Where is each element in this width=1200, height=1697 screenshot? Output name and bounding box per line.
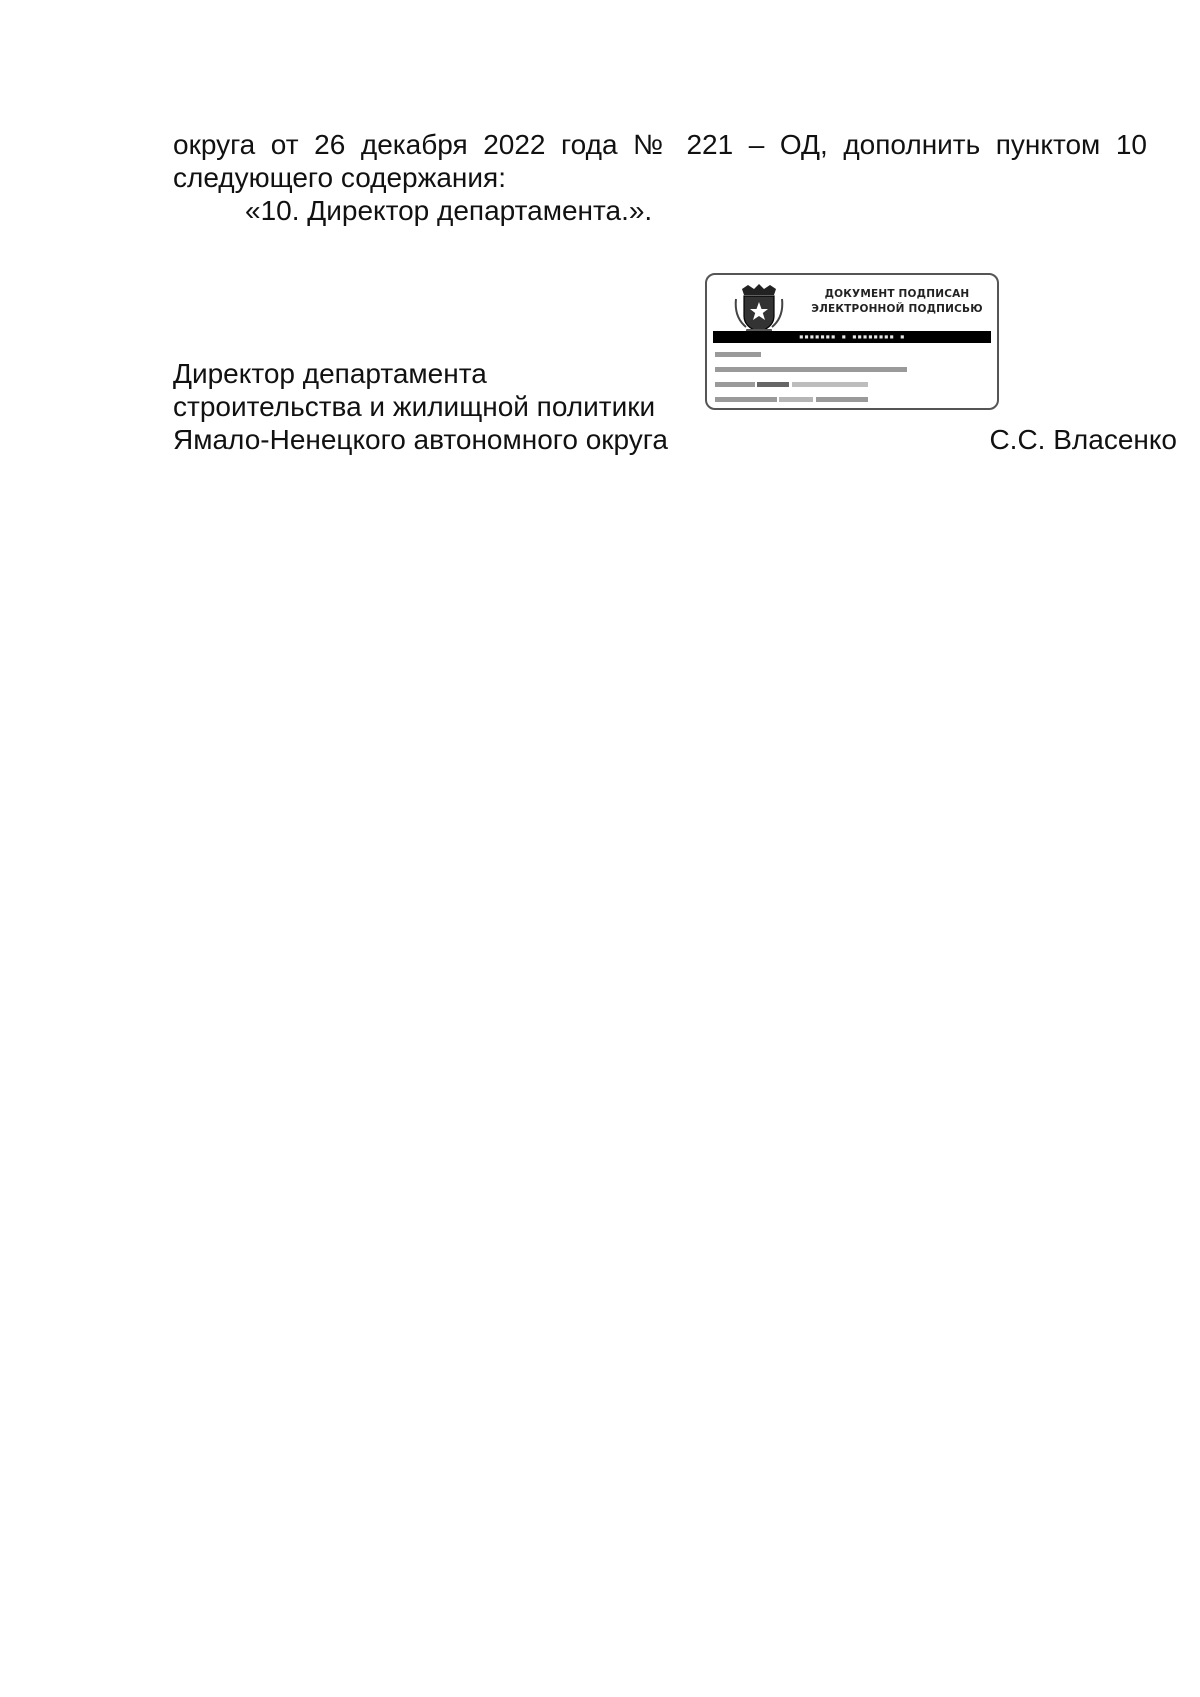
signatory-name: С.С. Власенко [989,424,1177,455]
stamp-certificate-bar: ▪▪▪▪▪▪▪ ▪ ▪▪▪▪▪▪▪▪ ▪ [713,331,991,343]
stamp-owner [715,379,868,389]
position-line-2: строительства и жилищной политики [173,391,656,422]
stamp-title-line-1: ДОКУМЕНТ ПОДПИСАН [824,288,970,300]
stamp-title [802,287,992,317]
electronic-signature-stamp [705,273,999,410]
position-line-1: Директор департамента [173,358,487,389]
stamp-certificate-label [715,349,761,359]
stamp-title-line-2: ЭЛЕКТРОННОЙ ПОДПИСЬЮ [811,303,983,315]
position-line-3: Ямало-Ненецкого автономного округа [173,424,668,455]
paragraph-item-10: «10. Директор департамента.». [245,195,653,226]
stamp-validity [715,394,868,404]
signatory-position [173,357,668,456]
paragraph-line-2: следующего содержания: [173,162,506,193]
coat-of-arms-icon [734,283,784,335]
stamp-certificate-number [715,364,907,374]
paragraph-line-1: округа от 26 декабря 2022 года № 221 – ОД, дополнить пунктом 10 [173,129,1147,160]
